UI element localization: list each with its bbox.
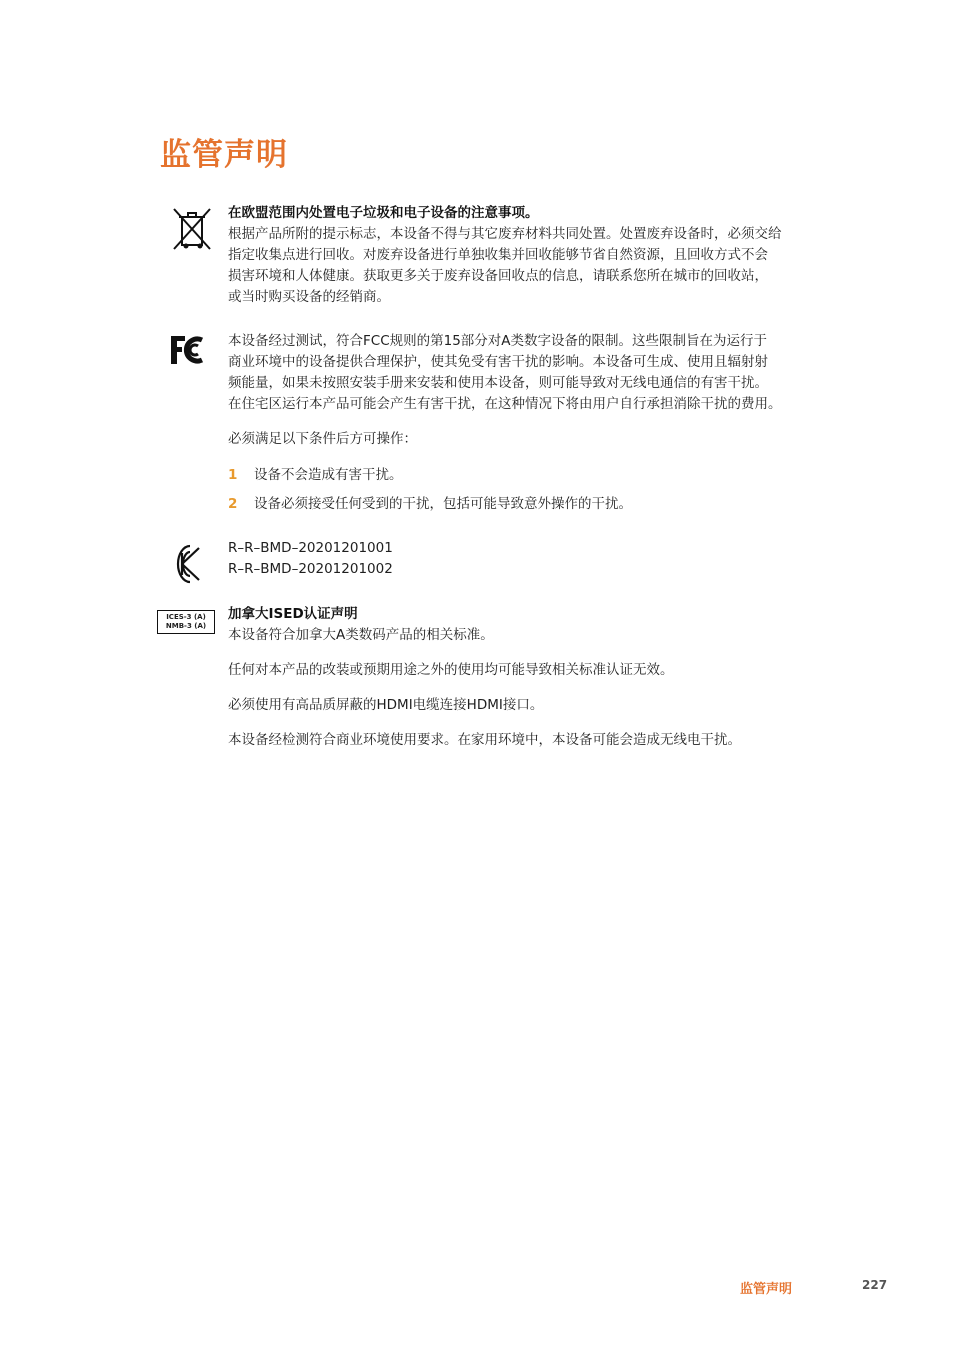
weee-line: 根据产品所附的提示标志，本设备不得与其它废弃材料共同处置。处置废弃设备时，必须交给 <box>228 226 782 242</box>
fcc-line: 本设备经过测试，符合FCC规则的第15部分对A类数字设备的限制。这些限制旨在为运行于 <box>228 333 768 349</box>
kc-code: R–R–BMD–20201201001 <box>228 540 393 556</box>
ised-heading: 加拿大ISED认证声明 <box>228 606 358 622</box>
fcc-line: 频能量，如果未按照安装手册来安装和使用本设备，则可能导致对无线电通信的有害干扰。 <box>228 375 768 391</box>
ised-paragraph: 本设备符合加拿大A类数码产品的相关标准。 <box>228 627 494 643</box>
weee-crossed-bin-icon <box>170 207 214 253</box>
ised-paragraph: 任何对本产品的改装或预期用途之外的使用均可能导致相关标准认证无效。 <box>228 662 674 678</box>
fcc-section <box>228 331 798 515</box>
ices-logo-line: NMB-3 (A) <box>165 621 207 630</box>
kc-mark-icon <box>174 543 204 585</box>
weee-line: 或当时购买设备的经销商。 <box>228 289 390 305</box>
fcc-line: 商业环境中的设备提供合理保护，使其免受有害干扰的影响。本设备可生成、使用且辐射射 <box>228 354 768 370</box>
weee-line: 指定收集点进行回收。对废弃设备进行单独收集并回收能够节省自然资源，且回收方式不会 <box>228 247 768 263</box>
ices-logo-line: ICES-3 (A) <box>166 613 206 621</box>
footer-section-title: 监管声明 <box>740 1282 793 1297</box>
ised-paragraph: 本设备经检测符合商业环境使用要求。在家用环境中，本设备可能会造成无线电干扰。 <box>228 732 741 748</box>
condition-number: 2 <box>228 496 238 512</box>
condition-number: 1 <box>228 467 238 483</box>
weee-section <box>228 203 798 308</box>
fcc-line: 在住宅区运行本产品可能会产生有害干扰，在这种情况下将由用户自行承担消除干扰的费用。 <box>228 396 782 412</box>
weee-heading: 在欧盟范围内处置电子垃圾和电子设备的注意事项。 <box>228 205 539 221</box>
page-number: 227 <box>862 1278 888 1292</box>
kc-section <box>228 538 798 580</box>
ised-section <box>228 604 798 751</box>
kc-code: R–R–BMD–20201201002 <box>228 561 393 577</box>
fcc-condition-item <box>228 465 798 486</box>
ised-paragraph: 必须使用有高品质屏蔽的HDMI电缆连接HDMI接口。 <box>228 697 544 713</box>
weee-line: 损害环境和人体健康。获取更多关于废弃设备回收点的信息，请联系您所在城市的回收站， <box>228 268 768 284</box>
page-title: 监管声明 <box>160 137 288 173</box>
condition-text: 设备必须接受任何受到的干扰，包括可能导致意外操作的干扰。 <box>254 496 632 512</box>
ices-nmb-logo <box>157 610 215 634</box>
fcc-conditions-intro: 必须满足以下条件后方可操作： <box>228 431 417 447</box>
fcc-logo-icon <box>170 334 210 366</box>
condition-text: 设备不会造成有害干扰。 <box>254 467 403 483</box>
fcc-condition-item <box>228 494 798 515</box>
